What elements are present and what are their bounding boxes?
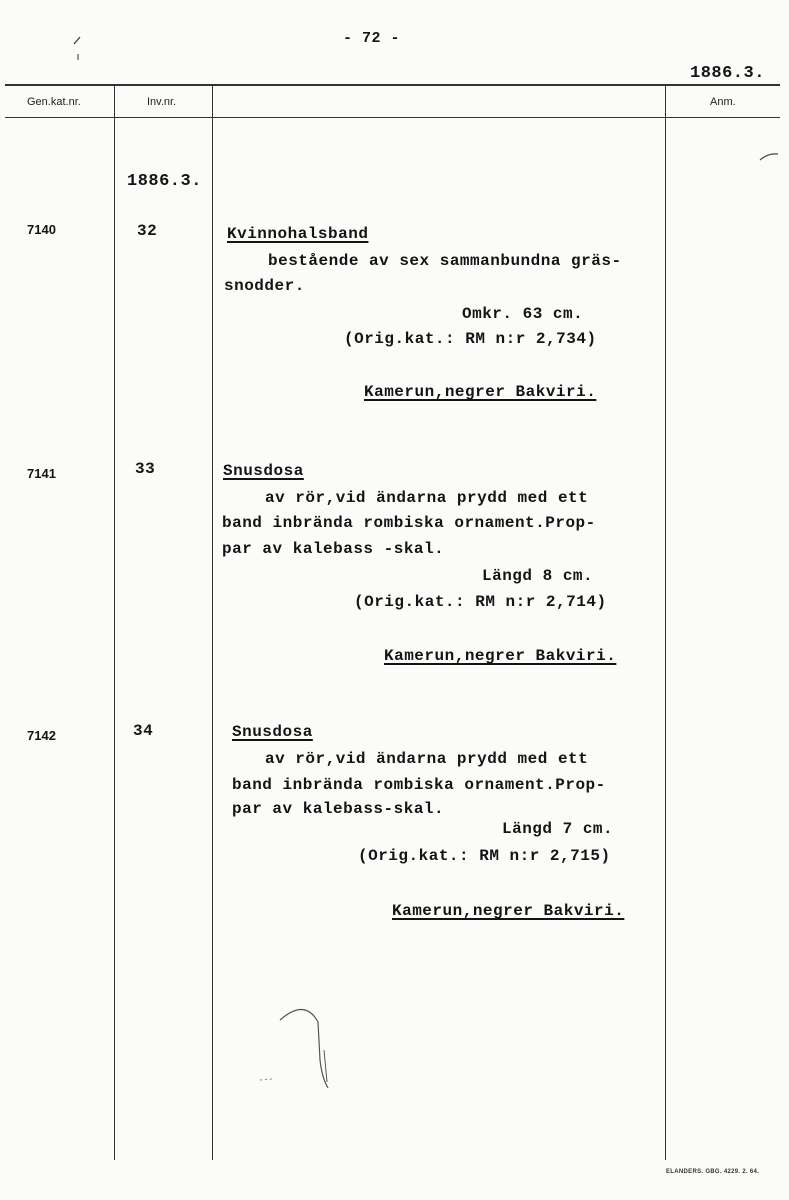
entry-description-line: bestående av sex sammanbundna gräs- <box>268 252 622 270</box>
header-top-rule <box>5 84 780 86</box>
entry-title: Kvinnohalsband <box>227 225 369 243</box>
column-header-inv: Inv.nr. <box>147 96 177 108</box>
entry-description-line: snodder. <box>224 277 305 295</box>
column-divider-1 <box>114 86 115 1160</box>
pencil-mark-graphic <box>250 1000 340 1095</box>
entry-measurement: Längd 8 cm. <box>482 567 594 585</box>
header-bottom-rule <box>5 117 780 118</box>
entry-measurement: Omkr. 63 cm. <box>462 305 584 323</box>
section-year: 1886.3. <box>127 172 202 191</box>
page-year: 1886.3. <box>690 64 765 83</box>
inv-number: 32 <box>137 222 158 240</box>
page-number: - 72 - <box>343 30 401 47</box>
entry-origin: Kamerun,negrer Bakviri. <box>364 383 597 401</box>
printer-imprint: ELANDERS. GBG. 4229. 2. 64. <box>666 1169 760 1175</box>
inv-number: 34 <box>133 722 154 740</box>
corner-tick-graphic <box>72 34 84 64</box>
entry-origin: Kamerun,negrer Bakviri. <box>392 902 625 920</box>
entry-origin: Kamerun,negrer Bakviri. <box>384 647 617 665</box>
entry-original-catalog: (Orig.kat.: RM n:r 2,714) <box>354 593 607 611</box>
entry-description-line: av rör,vid ändarna prydd med ett <box>265 489 589 507</box>
gen-kat-number: 7142 <box>27 728 56 743</box>
entry-original-catalog: (Orig.kat.: RM n:r 2,734) <box>344 330 597 348</box>
column-divider-2 <box>212 86 213 1160</box>
entry-description-line: par av kalebass-skal. <box>232 800 445 818</box>
entry-description-line: band inbrända rombiska ornament.Prop- <box>222 514 596 532</box>
entry-description-line: av rör,vid ändarna prydd med ett <box>265 750 589 768</box>
gen-kat-number: 7140 <box>27 222 56 237</box>
gen-kat-number: 7141 <box>27 466 56 481</box>
entry-description-line: band inbrända rombiska ornament.Prop- <box>232 776 606 794</box>
column-header-gen-kat: Gen.kat.nr. <box>27 96 81 108</box>
column-divider-3 <box>665 86 666 1160</box>
entry-original-catalog: (Orig.kat.: RM n:r 2,715) <box>358 847 611 865</box>
entry-title: Snusdosa <box>232 723 313 741</box>
entry-measurement: Längd 7 cm. <box>502 820 614 838</box>
entry-title: Snusdosa <box>223 462 304 480</box>
inv-number: 33 <box>135 460 156 478</box>
pencil-tick-graphic <box>758 150 782 195</box>
column-header-anm: Anm. <box>710 96 736 108</box>
entry-description-line: par av kalebass -skal. <box>222 540 445 558</box>
